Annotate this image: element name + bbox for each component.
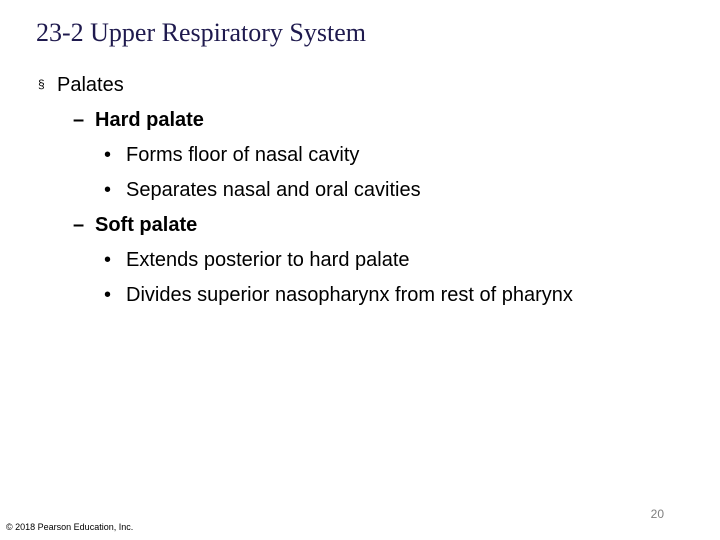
- bullet-text: Divides superior nasopharynx from rest of pharynx: [126, 284, 573, 306]
- dot-marker: •: [104, 249, 112, 271]
- dash-marker: –: [73, 109, 85, 131]
- copyright-notice: © 2018 Pearson Education, Inc.: [6, 522, 134, 532]
- bullet-text: Forms floor of nasal cavity: [126, 144, 360, 166]
- bullet-text: Soft palate: [95, 214, 198, 236]
- bullet-level1: [38, 74, 124, 97]
- bullet-text: Hard palate: [95, 109, 204, 131]
- section-marker: §: [38, 77, 45, 91]
- dash-marker: –: [73, 214, 85, 236]
- bullet-level2: [73, 109, 204, 132]
- dot-marker: •: [104, 179, 112, 201]
- dot-marker: •: [104, 144, 112, 166]
- bullet-text: Separates nasal and oral cavities: [126, 179, 421, 201]
- bullet-level3: [104, 144, 359, 167]
- slide-title: 23-2 Upper Respiratory System: [36, 18, 367, 47]
- dot-marker: •: [104, 284, 112, 306]
- bullet-level3: [104, 284, 573, 307]
- bullet-text: Extends posterior to hard palate: [126, 249, 410, 271]
- bullet-level2: [73, 214, 197, 237]
- bullet-text: Palates: [57, 74, 124, 96]
- page-number: 20: [650, 507, 664, 521]
- bullet-level3: [104, 249, 410, 272]
- bullet-level3: [104, 179, 421, 202]
